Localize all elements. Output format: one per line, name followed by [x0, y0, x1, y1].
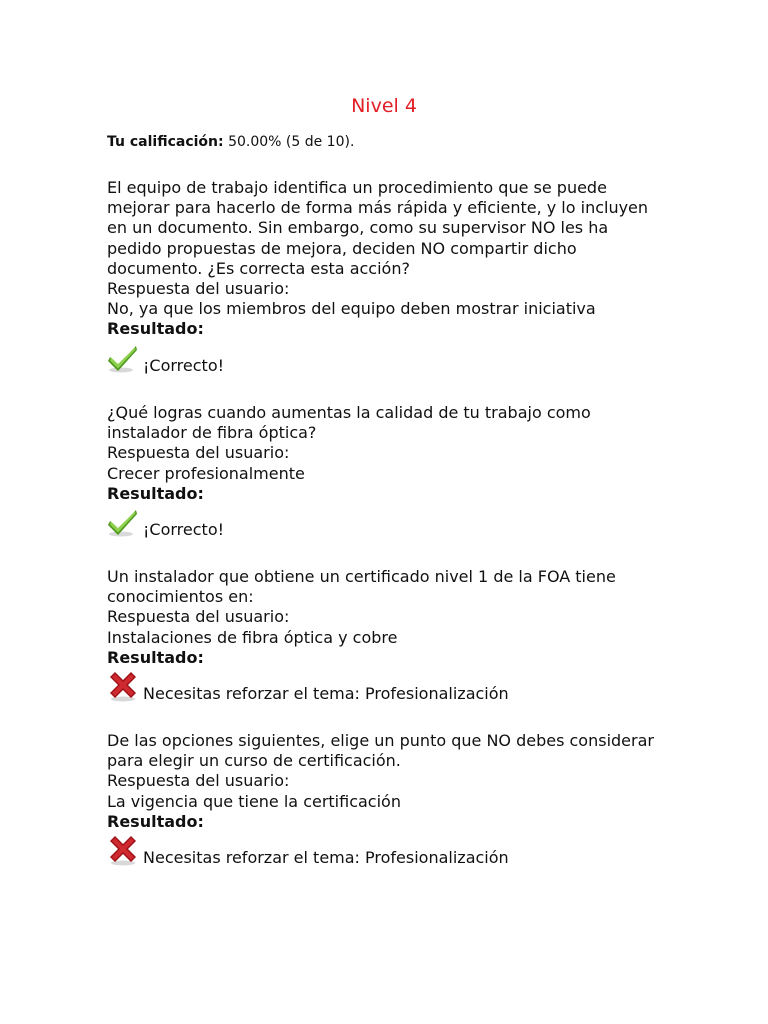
cross-icon: [107, 834, 139, 866]
user-answer-label: Respuesta del usuario:: [107, 771, 290, 791]
result-row: [107, 834, 667, 870]
check-icon: [107, 506, 139, 538]
question-text: ¿Qué logras cuando aumentas la calidad de tu trabajo como instalador de fibra óptica?: [107, 403, 591, 443]
question-block: [107, 567, 667, 706]
question-text: De las opciones siguientes, elige un punto que NO debes considerar para elegir un curso de certificación.: [107, 731, 654, 771]
result-text: Necesitas reforzar el tema: Profesionalización: [143, 848, 509, 868]
user-answer-label: Respuesta del usuario:: [107, 279, 290, 299]
user-answer-label: Respuesta del usuario:: [107, 607, 290, 627]
result-row: [107, 670, 667, 706]
user-answer: Instalaciones de fibra óptica y cobre: [107, 627, 398, 647]
grade-label: Tu calificación:: [107, 134, 224, 150]
result-text: ¡Correcto!: [143, 520, 225, 540]
question-text: Un instalador que obtiene un certificado nivel 1 de la FOA tiene conocimientos en:: [107, 567, 616, 607]
result-label: Resultado:: [107, 647, 204, 667]
check-icon: [107, 342, 139, 374]
question-block: [107, 403, 667, 542]
user-answer-label: Respuesta del usuario:: [107, 443, 290, 463]
result-label: Resultado:: [107, 483, 204, 503]
question-block: [107, 178, 667, 378]
grade-value: 50.00% (5 de 10).: [228, 134, 355, 150]
page-title: Nivel 4: [351, 95, 417, 117]
result-label: Resultado:: [107, 811, 204, 831]
user-answer: No, ya que los miembros del equipo deben mostrar iniciativa: [107, 299, 596, 319]
cross-icon: [107, 670, 139, 702]
result-label: Resultado:: [107, 319, 204, 339]
user-answer: La vigencia que tiene la certificación: [107, 791, 401, 811]
result-row: [107, 342, 667, 378]
grade-line: [107, 132, 354, 152]
user-answer: Crecer profesionalmente: [107, 463, 305, 483]
question-block: [107, 731, 667, 870]
question-text: El equipo de trabajo identifica un procedimiento que se puede mejorar para hacerlo de forma más rápida y eficiente, y lo incluyen en un documento. Sin embargo, como su supervisor NO les ha pedido propuestas de mejora, deciden NO compartir dicho documento. ¿Es correcta esta acción?: [107, 178, 649, 278]
result-text: Necesitas reforzar el tema: Profesionalización: [143, 684, 509, 704]
result-text: ¡Correcto!: [143, 355, 225, 375]
result-row: [107, 506, 667, 542]
